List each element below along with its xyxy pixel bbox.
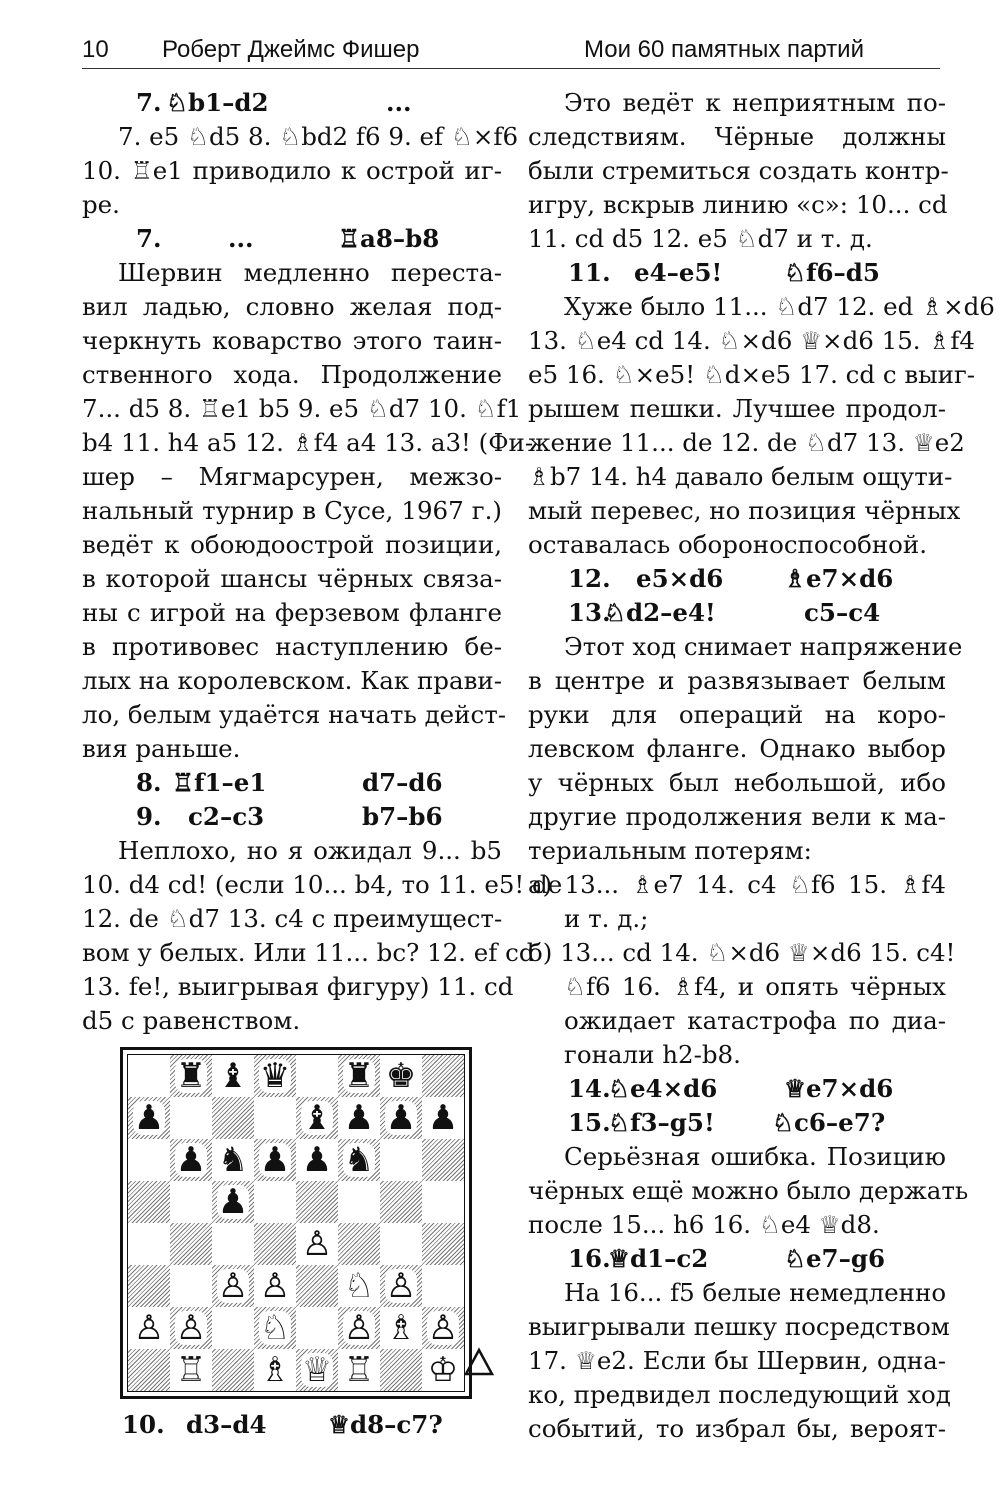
list-item: б) 13... cd 14. ♘×d6 ♕×d6 15. c4! [528, 938, 956, 967]
board-square [380, 1181, 422, 1223]
chess-piece: ♚ [385, 1056, 417, 1096]
text-line: жение 11... de 12. de ♘d7 13. ♕e2 [528, 428, 965, 457]
text-line: ственного хода. Продолжение [82, 360, 502, 389]
board-square [338, 1223, 380, 1265]
board-square [296, 1139, 338, 1181]
board-square [422, 1307, 464, 1349]
board-square [338, 1349, 380, 1391]
diagram-caption-move: 10. d3–d4 ♕d8–c7? [122, 1410, 443, 1439]
text-line: 13. fe!, выигрывая фигуру) 11. cd [82, 972, 514, 1001]
text-line: 10. ♖e1 приводило к острой иг- [82, 156, 502, 185]
text-line: d5 с равенством. [82, 1006, 301, 1035]
board-square [128, 1265, 170, 1307]
board-square [380, 1265, 422, 1307]
text-line: ре. [82, 190, 120, 219]
board-square [254, 1055, 296, 1097]
move-line: 9. c2–c3 b7–b6 [136, 802, 443, 831]
chess-piece: ♙ [343, 1308, 375, 1348]
board-square [212, 1307, 254, 1349]
text-line: рышем пешки. Лучшее продол- [528, 394, 946, 423]
text-line: левском фланге. Однако выбор [528, 734, 946, 763]
text-line: игру, вскрыв линию «с»: 10... cd [528, 190, 948, 219]
text-line: 7. e5 ♘d5 8. ♘bd2 f6 9. ef ♘×f6 [118, 122, 519, 151]
move-line: 14. ♘e4×d6 ♕e7×d6 [568, 1074, 894, 1103]
board-square [212, 1139, 254, 1181]
board-square [128, 1139, 170, 1181]
board-square [422, 1181, 464, 1223]
board-square [128, 1349, 170, 1391]
board-square [380, 1139, 422, 1181]
left-column [82, 86, 563, 1038]
chess-piece: ♟ [343, 1098, 375, 1138]
chess-piece: ♟ [385, 1098, 417, 1138]
board-square [338, 1055, 380, 1097]
list-item-cont: гонали h2-b8. [564, 1040, 741, 1069]
text-line: Шервин медленно переста- [118, 258, 502, 287]
board-square [128, 1223, 170, 1265]
board-square [128, 1097, 170, 1139]
text-line: были стремиться создать контр- [528, 156, 949, 185]
board-square [422, 1097, 464, 1139]
text-line: ♗b7 14. h4 давало белым ощути- [528, 462, 953, 491]
board-square [170, 1349, 212, 1391]
board-square [128, 1181, 170, 1223]
page-header [82, 34, 940, 69]
chess-board-grid [127, 1054, 465, 1392]
chess-piece: ♟ [175, 1140, 207, 1180]
board-square [212, 1223, 254, 1265]
text-line: e5 16. ♘×e5! ♘d×e5 17. cd с выиг- [528, 360, 976, 389]
text-line: ко, предвидел последующий ход [528, 1380, 951, 1409]
board-square [380, 1097, 422, 1139]
text-line: 13. ♘e4 cd 14. ♘×d6 ♕×d6 15. ♗f4 [528, 326, 976, 355]
board-square [212, 1349, 254, 1391]
list-item: а) 13... ♗e7 14. c4 ♘f6 15. ♗f4 [528, 870, 946, 899]
text-line: чёрных ещё можно было держать [528, 1176, 969, 1205]
list-item-cont: ожидает катастрофа по диа- [564, 1006, 946, 1035]
board-square [380, 1307, 422, 1349]
text-line: Хуже было 11... ♘d7 12. ed ♗×d6 [564, 292, 995, 321]
board-square [170, 1097, 212, 1139]
chess-piece: ♙ [259, 1266, 291, 1306]
chess-piece: ♙ [427, 1308, 459, 1348]
text-line: у чёрных был небольшой, ибо [528, 768, 946, 797]
text-line: в противовес наступлению бе- [82, 632, 502, 661]
chess-piece: ♟ [217, 1182, 249, 1222]
chess-piece: ♙ [175, 1308, 207, 1348]
author-name: Роберт Джеймс Фишер [162, 36, 420, 63]
board-square [128, 1055, 170, 1097]
board-square [254, 1349, 296, 1391]
text-line: следствиям. Чёрные должны [528, 122, 946, 151]
board-square [422, 1265, 464, 1307]
chess-piece: ♟ [301, 1140, 333, 1180]
text-line: вия раньше. [82, 734, 241, 763]
board-square [212, 1097, 254, 1139]
chess-piece: ♗ [385, 1308, 417, 1348]
chess-diagram [120, 1047, 472, 1399]
board-square [170, 1055, 212, 1097]
move-line: 7. ... ♖a8–b8 [136, 224, 440, 253]
board-square [128, 1307, 170, 1349]
board-square [296, 1097, 338, 1139]
text-line: 12. de ♘d7 13. c4 с преимущест- [82, 904, 503, 933]
chess-piece: ♞ [343, 1140, 375, 1180]
board-square [296, 1307, 338, 1349]
text-line: Серьёзная ошибка. Позицию [564, 1142, 946, 1171]
text-line: оставалась обороноспособной. [528, 530, 928, 559]
text-line: мый перевес, но позиция чёрных [528, 496, 961, 525]
board-square [170, 1265, 212, 1307]
chess-piece: ♙ [301, 1224, 333, 1264]
chess-piece: ♙ [217, 1266, 249, 1306]
text-line: Это ведёт к неприятным по- [564, 88, 946, 117]
chess-piece: ♝ [217, 1056, 249, 1096]
board-square [338, 1181, 380, 1223]
text-line: событий, то избрал бы, вероят- [528, 1414, 946, 1443]
chess-piece: ♛ [259, 1056, 291, 1096]
text-line: 10. d4 cd! (если 10... b4, то 11. e5! de [82, 870, 563, 899]
chess-piece: ♖ [175, 1350, 207, 1390]
text-line: в центре и развязывает белым [528, 666, 946, 695]
board-square [254, 1181, 296, 1223]
move-line: 12. e5×d6 ♗e7×d6 [568, 564, 894, 593]
move-line: 11. e4–e5! ♘f6–d5 [568, 258, 880, 287]
board-square [212, 1265, 254, 1307]
board-square [254, 1139, 296, 1181]
move-line: 8. ♖f1–e1 d7–d6 [136, 768, 443, 797]
board-square [296, 1265, 338, 1307]
move-line: 15. ♘f3–g5! ♘c6–e7? [568, 1108, 886, 1137]
text-line: ло, белым удаётся начать дейст- [82, 700, 507, 729]
board-square [380, 1055, 422, 1097]
white-to-move-icon [464, 1347, 494, 1381]
board-square [422, 1223, 464, 1265]
chess-piece: ♖ [343, 1350, 375, 1390]
board-square [170, 1223, 212, 1265]
board-square [296, 1223, 338, 1265]
book-title: Мои 60 памятных партий [583, 36, 864, 63]
board-square [170, 1181, 212, 1223]
move-line: 16. ♕d1–c2 ♘e7–g6 [568, 1244, 886, 1273]
chess-piece: ♞ [217, 1140, 249, 1180]
text-line: вил ладью, словно желая под- [82, 292, 502, 321]
board-square [338, 1265, 380, 1307]
board-square [422, 1139, 464, 1181]
board-square [380, 1223, 422, 1265]
text-line: выигрывали пешку посредством [528, 1312, 950, 1341]
board-square [338, 1307, 380, 1349]
move-line: 7. ♘b1–d2 ... [136, 88, 412, 117]
text-line: Неплохо, но я ожидал 9... b5 [118, 836, 502, 865]
text-line: черкнуть коварство этого таин- [82, 326, 502, 355]
list-item-cont: ♘f6 16. ♗f4, и опять чёрных [564, 972, 946, 1001]
chess-piece: ♕ [301, 1350, 333, 1390]
text-line: ведёт к обоюдоострой позиции, [82, 530, 502, 559]
board-square [338, 1097, 380, 1139]
chess-piece: ♟ [133, 1098, 165, 1138]
board-square [212, 1055, 254, 1097]
page-number: 10 [82, 36, 109, 63]
text-line: нальный турнир в Сусе, 1967 г.) [82, 496, 502, 525]
chess-piece: ♜ [343, 1056, 375, 1096]
board-square [338, 1139, 380, 1181]
chess-piece: ♜ [175, 1056, 207, 1096]
chess-piece: ♙ [385, 1266, 417, 1306]
board-square [254, 1097, 296, 1139]
board-square [296, 1349, 338, 1391]
text-line: лых на королевском. Как прави- [82, 666, 502, 695]
move-line: 13. ♘d2–e4! c5–c4 [568, 598, 881, 627]
chess-piece: ♘ [343, 1266, 375, 1306]
text-line: ны с игрой на ферзевом фланге [82, 598, 502, 627]
board-square [254, 1223, 296, 1265]
text-line: руки для операций на коро- [528, 700, 946, 729]
chess-piece: ♟ [427, 1098, 459, 1138]
list-item-cont: и т. д.; [564, 904, 649, 933]
text-line: 17. ♕e2. Если бы Шервин, одна- [528, 1346, 946, 1375]
board-square [380, 1349, 422, 1391]
board-square [170, 1307, 212, 1349]
text-line: другие продолжения вели к ма- [528, 802, 946, 831]
chess-piece: ♟ [259, 1140, 291, 1180]
text-line: b4 11. h4 a5 12. ♗f4 a4 13. a3! (Фи- [82, 428, 534, 457]
chess-piece: ♗ [259, 1350, 291, 1390]
board-square [170, 1139, 212, 1181]
chess-piece: ♝ [301, 1098, 333, 1138]
text-line: шер – Мягмарсурен, межзо- [82, 462, 502, 491]
board-square [422, 1055, 464, 1097]
chess-piece: ♔ [427, 1350, 459, 1390]
text-line: териальным потерям: [528, 836, 812, 865]
board-square [254, 1265, 296, 1307]
board-square [422, 1349, 464, 1391]
chess-piece: ♘ [259, 1308, 291, 1348]
text-line: 7... d5 8. ♖e1 b5 9. e5 ♘d7 10. ♘f1 [82, 394, 522, 423]
text-line: 11. cd d5 12. e5 ♘d7 и т. д. [528, 224, 873, 253]
text-line: Этот ход снимает напряжение [564, 632, 963, 661]
board-square [254, 1307, 296, 1349]
board-square [212, 1181, 254, 1223]
text-line: после 15... h6 16. ♘e4 ♕d8. [528, 1210, 880, 1239]
chess-piece: ♙ [133, 1308, 165, 1348]
right-column [528, 86, 995, 1446]
text-line: На 16... f5 белые немедленно [564, 1278, 947, 1307]
board-square [296, 1181, 338, 1223]
board-square [296, 1055, 338, 1097]
text-line: в которой шансы чёрных связа- [82, 564, 502, 593]
text-line: вом у белых. Или 11... bc? 12. ef cd [82, 938, 535, 967]
